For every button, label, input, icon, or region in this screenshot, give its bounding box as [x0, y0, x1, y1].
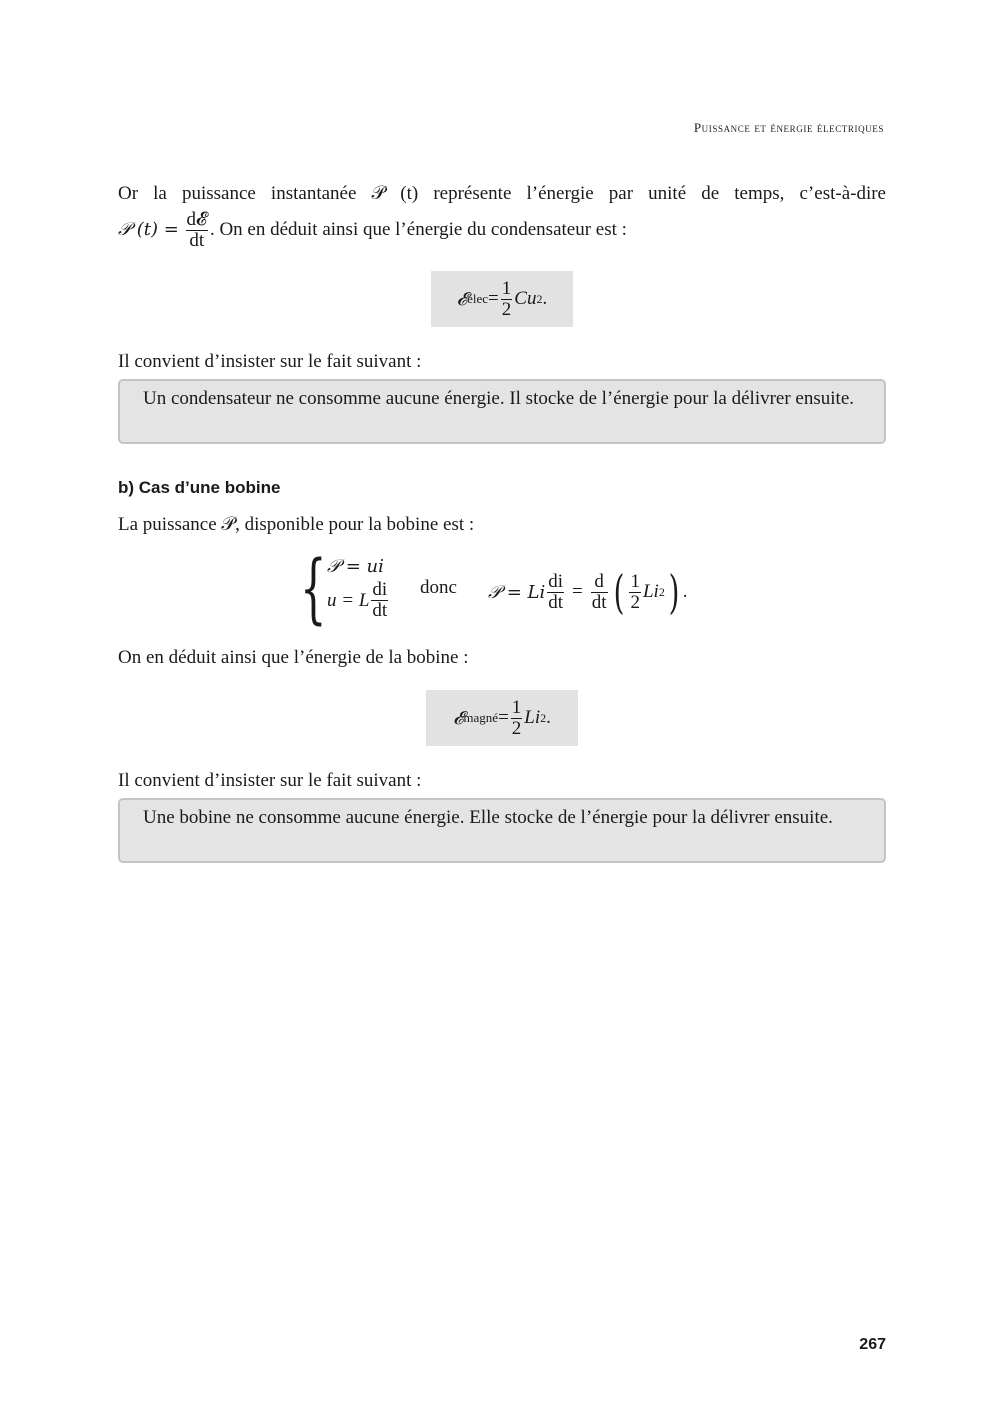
fraction-denominator: dt [372, 600, 388, 621]
fraction-numerator: d [591, 572, 608, 593]
fraction-denominator: 2 [501, 298, 512, 320]
exponent: 2 [658, 584, 665, 599]
fraction-denominator: dt [591, 591, 607, 613]
formula-expression: Li [524, 707, 541, 728]
equals-sign: = [498, 707, 509, 728]
exponent: 2 [536, 291, 543, 306]
bobine-intro: La puissance 𝒫, disponible pour la bobine est : [118, 514, 475, 535]
energy-subscript: élec [467, 291, 489, 306]
li-term: Li [642, 581, 659, 602]
formula-period: . [682, 581, 688, 602]
insist-text-2: Il convient d’insister sur le fait suivant : [118, 770, 422, 791]
intro-line-1: Or la puissance instantanée 𝒫 (t) représente l’énergie par unité de temps, c’est-à-dire [118, 183, 886, 204]
half-fraction [629, 572, 641, 613]
donc-word: donc [420, 577, 457, 598]
formula-period: . [542, 288, 548, 309]
half-fraction [501, 279, 513, 320]
fraction-numerator: 1 [630, 570, 640, 592]
page-number: 267 [859, 1336, 886, 1353]
power-expression: 𝒫 (t) = [118, 218, 179, 240]
deduce-text: On en déduit ainsi que l’énergie de la bobine : [118, 647, 469, 668]
right-paren: ) [668, 565, 680, 619]
equals-sign: = [488, 288, 499, 309]
fraction-denominator: dt [548, 591, 563, 613]
energy-symbol: 𝓔 [453, 707, 464, 729]
di-dt-fraction-2 [547, 572, 564, 613]
left-brace: { [300, 543, 327, 632]
di-dt-fraction [371, 580, 388, 621]
section-heading-bobine: b) Cas d’une bobine [118, 478, 281, 497]
voltage-equation: u = L [327, 589, 370, 611]
insist-text-1: Il convient d’insister sur le fait suivant : [118, 351, 422, 372]
fraction-numerator: 1 [511, 696, 522, 718]
power-equation: 𝒫 = ui [327, 556, 384, 577]
exponent: 2 [540, 710, 547, 725]
power-li: 𝒫 = Li [488, 581, 546, 603]
capacitor-energy-formula [431, 271, 573, 327]
formula-period: . [546, 707, 551, 728]
fraction-numerator: di [372, 579, 388, 600]
intro-line-2-text: . On en déduit ainsi que l’énergie du condensateur est : [209, 218, 627, 240]
running-head: Puissance et énergie électriques [693, 120, 884, 135]
fraction-denominator: 2 [630, 591, 640, 613]
intro-line-2 [118, 210, 886, 251]
formula-expression: Cu [514, 288, 537, 309]
energy-subscript: magné [463, 710, 499, 725]
fraction-numerator: d𝓔 [186, 209, 207, 230]
d-dt-operator [591, 572, 608, 613]
fraction-denominator: dt [189, 230, 205, 251]
energy-symbol: 𝓔 [456, 288, 468, 310]
power-derivation [488, 562, 688, 622]
fraction-numerator: 1 [501, 277, 512, 299]
bobine-equation-system [300, 543, 720, 632]
fraction-denominator: 2 [511, 717, 522, 739]
half-fraction [511, 698, 523, 739]
equals-sign: = [572, 581, 583, 602]
fraction-numerator: di [548, 570, 563, 592]
coil-note-box: Une bobine ne consomme aucune énergie. Elle stocke de l’énergie pour la délivrer ensuite. [118, 798, 886, 863]
coil-energy-formula [426, 690, 578, 746]
left-paren: ( [613, 565, 624, 619]
capacitor-note-box: Un condensateur ne consomme aucune énergie. Il stocke de l’énergie pour la délivrer ensuite. [118, 379, 886, 444]
system-eq-2 [327, 580, 390, 621]
energy-derivative-fraction [186, 210, 208, 251]
system-eq-1 [327, 556, 384, 578]
